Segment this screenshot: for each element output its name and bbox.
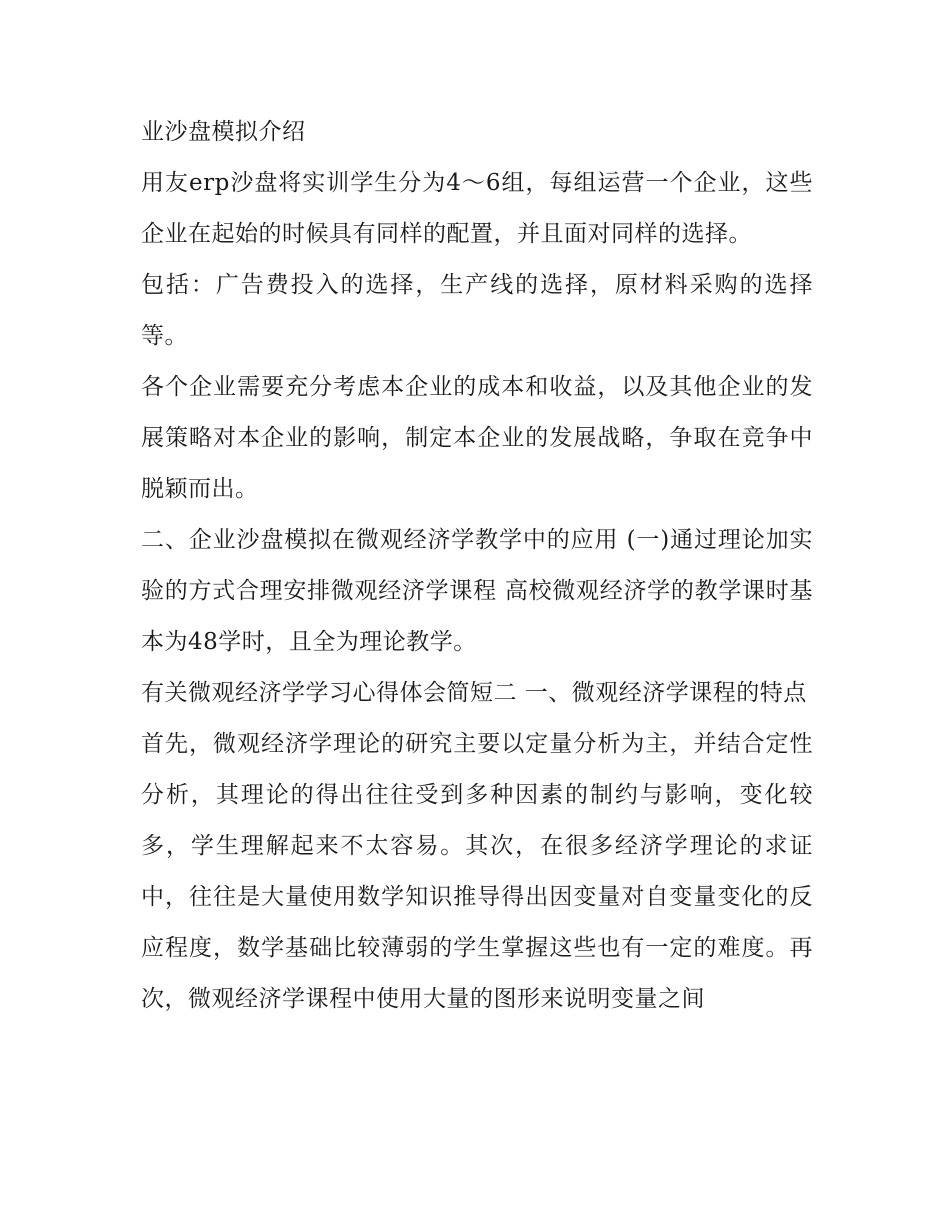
paragraph-course-features-heading: 有关微观经济学学习心得体会简短二 一、微观经济学课程的特点: [141, 680, 807, 706]
paragraph-course-features: 首先，微观经济学理论的研究主要以定量分析为主，并结合定性分析，其理论的得出往往受到多种因素的制约与影响，变化较多，学生理解起来不太容易。其次，在很多经济学理论的求证中，往往是大量使用数学知识推导得出因变量对自变量变化的反应程度，数学基础比较薄弱的学生掌握这些也有一定的难度。再次，微观经济学课程中使用大量的图形来说明变量之间: [141, 731, 813, 1012]
section-heading: 业沙盘模拟介绍: [141, 119, 306, 145]
document-body: [141, 107, 813, 1025]
paragraph-strategy: 各个企业需要充分考虑本企业的成本和收益，以及其他企业的发展策略对本企业的影响，制定本企业的发展战略，争取在竞争中脱颖而出。: [141, 374, 813, 502]
paragraph-erp-groups: 用友erp沙盘将实训学生分为4～6组，每组运营一个企业，这些企业在起始的时候具有同样的配置，并且面对同样的选择。: [141, 170, 813, 247]
paragraph-application: 二、企业沙盘模拟在微观经济学教学中的应用 (一)通过理论加实验的方式合理安排微观经济学课程 高校微观经济学的教学课时基本为48学时，且全为理论教学。: [141, 527, 813, 655]
paragraph-choices: 包括：广告费投入的选择，生产线的选择，原材料采购的选择等。: [141, 272, 813, 349]
